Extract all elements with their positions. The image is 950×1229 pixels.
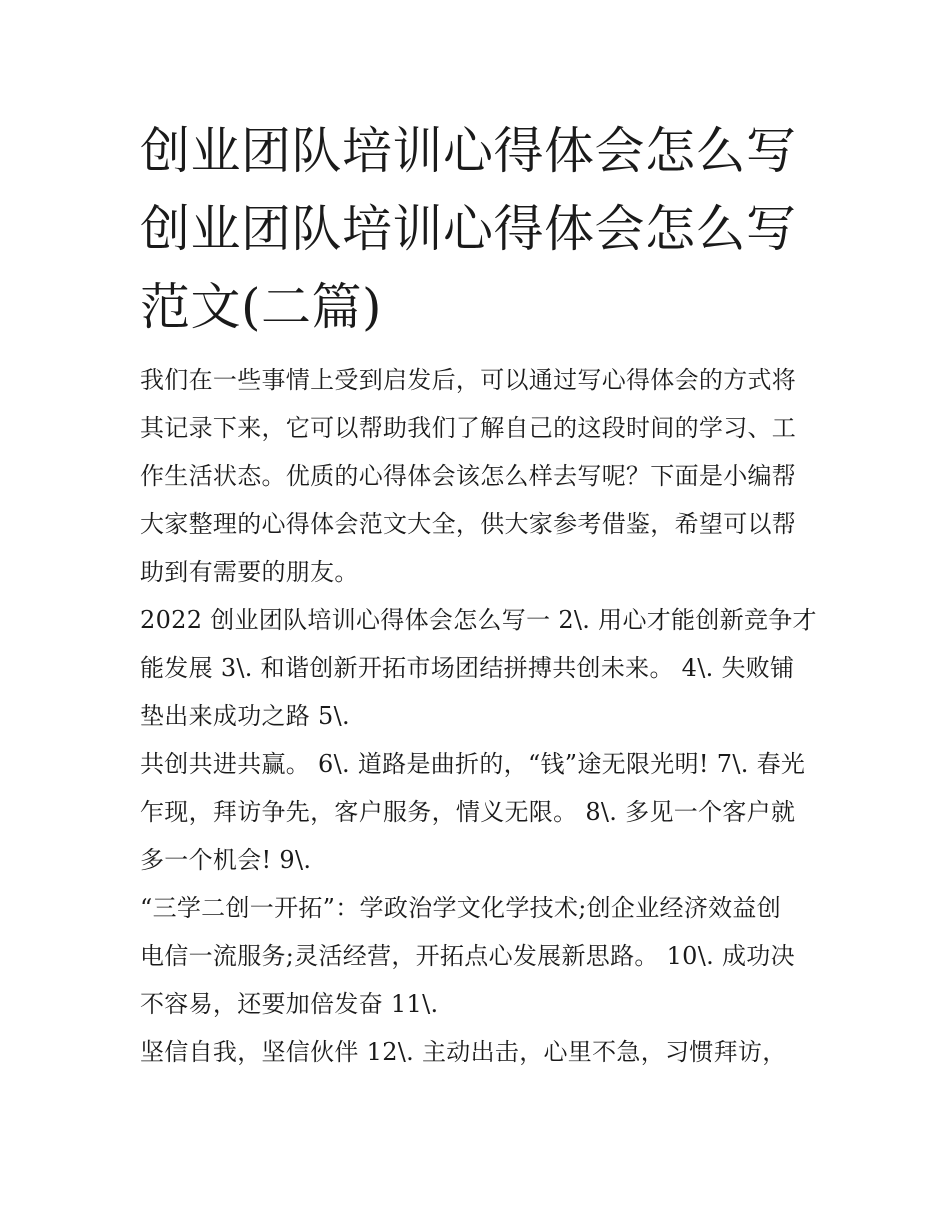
text-line: 大家整理的心得体会范文大全，供大家参考借鉴，希望可以帮 — [140, 510, 797, 538]
text-line: 多一个机会! 9\. — [140, 846, 312, 874]
text-line: 我们在一些事情上受到启发后，可以通过写心得体会的方式将 — [140, 366, 797, 394]
text-line: 坚信自我，坚信伙伴 12\. 主动出击，心里不急，习惯拜访， — [140, 1038, 787, 1066]
document-title — [140, 112, 820, 346]
title-line: 范文(二篇) — [140, 278, 383, 336]
text-line: 其记录下来，它可以帮助我们了解自己的这段时间的学习、工 — [140, 414, 797, 442]
text-line: “三学二创一开拓”：学政治学文化学技术;创企业经济效益创 — [140, 894, 782, 922]
intro-paragraph — [140, 356, 820, 596]
document-page — [140, 112, 820, 1076]
body-paragraph — [140, 740, 820, 884]
text-line: 助到有需要的朋友。 — [140, 558, 359, 586]
text-line: 共创共进共赢。 6\. 道路是曲折的，“钱”途无限光明! 7\. 春光 — [140, 750, 806, 778]
title-line: 创业团队培训心得体会怎么写 — [140, 122, 797, 180]
text-line: 作生活状态。优质的心得体会该怎么样去写呢？下面是小编帮 — [140, 462, 797, 490]
text-line: 电信一流服务;灵活经营，开拓点心发展新思路。 10\. 成功决 — [140, 942, 795, 970]
text-line: 垫出来成功之路 5\. — [140, 702, 350, 730]
body-paragraph — [140, 596, 820, 740]
title-line: 创业团队培训心得体会怎么写 — [140, 200, 797, 258]
text-line: 2022 创业团队培训心得体会怎么写一 2\. 用心才能创新竞争才 — [140, 606, 817, 634]
text-line: 不容易，还要加倍发奋 11\. — [140, 990, 439, 1018]
body-paragraph — [140, 884, 820, 1028]
body-paragraph — [140, 1028, 820, 1076]
text-line: 能发展 3\. 和谐创新开拓市场团结拼搏共创未来。 4\. 失败铺 — [140, 654, 795, 682]
text-line: 乍现，拜访争先，客户服务，情义无限。 8\. 多见一个客户就 — [140, 798, 796, 826]
